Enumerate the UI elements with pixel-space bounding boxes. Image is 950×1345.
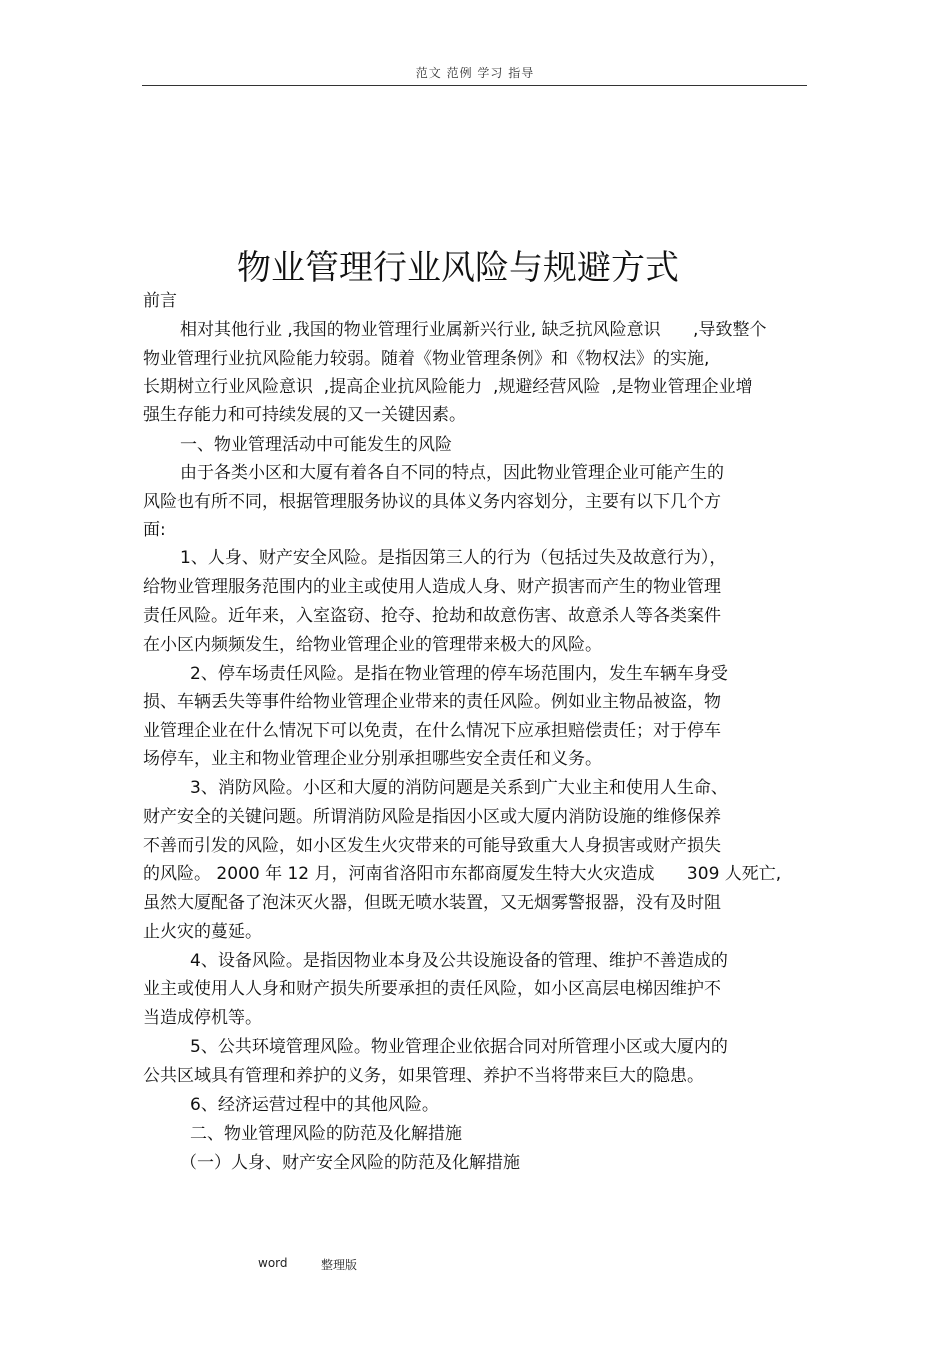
header-divider — [142, 85, 807, 86]
document-title: 物业管理行业风险与规避方式 — [237, 248, 679, 288]
body-line: 1、人身、财产安全风险。是指因第三人的行为（包括过失及故意行为）， — [180, 548, 727, 568]
body-line: 前言 — [143, 291, 177, 311]
section-heading: 一、物业管理活动中可能发生的风险 — [180, 435, 452, 455]
body-line: 给物业管理服务范围内的业主或使用人造成人身、财产损害而产生的物业管理 — [143, 577, 721, 597]
body-line: 责任风险。近年来，入室盗窃、抢夺、抢劫和故意伤害、故意杀人等各类案件 — [143, 606, 721, 626]
body-line: 虽然大厦配备了泡沫灭火器，但既无喷水装置，又无烟雾警报器，没有及时阻 — [143, 893, 721, 913]
footer-label: 整理版 — [321, 1258, 358, 1272]
body-line: 风险也有所不同，根据管理服务协议的具体义务内容划分，主要有以下几个方 — [143, 492, 721, 512]
body-line: 公共区域具有管理和养护的义务，如果管理、养护不当将带来巨大的隐患。 — [143, 1066, 704, 1086]
body-line: 业管理企业在什么情况下可以免责，在什么情况下应承担赔偿责任；对于停车 — [143, 721, 721, 741]
body-line: 3、消防风险。小区和大厦的消防问题是关系到广大业主和使用人生命、 — [190, 778, 728, 798]
page-header: 范文 范例 学习 指导 — [415, 66, 535, 80]
body-line: 的风险。 2000 年 12 月，河南省洛阳市东都商厦发生特大火灾造成 309 人死亡, — [143, 864, 782, 884]
body-line: 长期树立行业风险意识 ,提高企业抗风险能力 ,规避经营风险 ,是物业管理企业增 — [143, 377, 753, 397]
body-line: 财产安全的关键问题。所谓消防风险是指因小区或大厦内消防设施的维修保养 — [143, 807, 721, 827]
body-line: 止火灾的蔓延。 — [143, 922, 262, 942]
footer-word: word — [258, 1256, 288, 1270]
body-line: 强生存能力和可持续发展的又一关键因素。 — [143, 405, 466, 425]
section-heading: 二、物业管理风险的防范及化解措施 — [190, 1124, 462, 1144]
body-line: 场停车，业主和物业管理企业分别承担哪些安全责任和义务。 — [143, 749, 602, 769]
body-line: 2、停车场责任风险。是指在物业管理的停车场范围内，发生车辆车身受 — [190, 664, 728, 684]
body-line: 物业管理行业抗风险能力较弱。随着《物业管理条例》和《物权法》的实施, — [143, 349, 710, 369]
body-line: 面: — [143, 520, 166, 540]
body-line: 不善而引发的风险，如小区发生火灾带来的可能导致重大人身损害或财产损失 — [143, 836, 721, 856]
body-line: 5、公共环境管理风险。物业管理企业依据合同对所管理小区或大厦内的 — [190, 1037, 728, 1057]
subsection-heading: （一）人身、财产安全风险的防范及化解措施 — [180, 1153, 520, 1173]
body-line: 损、车辆丢失等事件给物业管理企业带来的责任风险。例如业主物品被盗，物 — [143, 692, 721, 712]
body-line: 相对其他行业 ,我国的物业管理行业属新兴行业, 缺乏抗风险意识 ,导致整个 — [180, 320, 767, 340]
body-line: 4、设备风险。是指因物业本身及公共设施设备的管理、维护不善造成的 — [190, 951, 728, 971]
body-line: 当造成停机等。 — [143, 1008, 262, 1028]
body-line: 业主或使用人人身和财产损失所要承担的责任风险，如小区高层电梯因维护不 — [143, 979, 721, 999]
body-line: 在小区内频频发生，给物业管理企业的管理带来极大的风险。 — [143, 635, 602, 655]
body-line: 由于各类小区和大厦有着各自不同的特点，因此物业管理企业可能产生的 — [180, 463, 724, 483]
body-line: 6、经济运营过程中的其他风险。 — [190, 1095, 439, 1115]
